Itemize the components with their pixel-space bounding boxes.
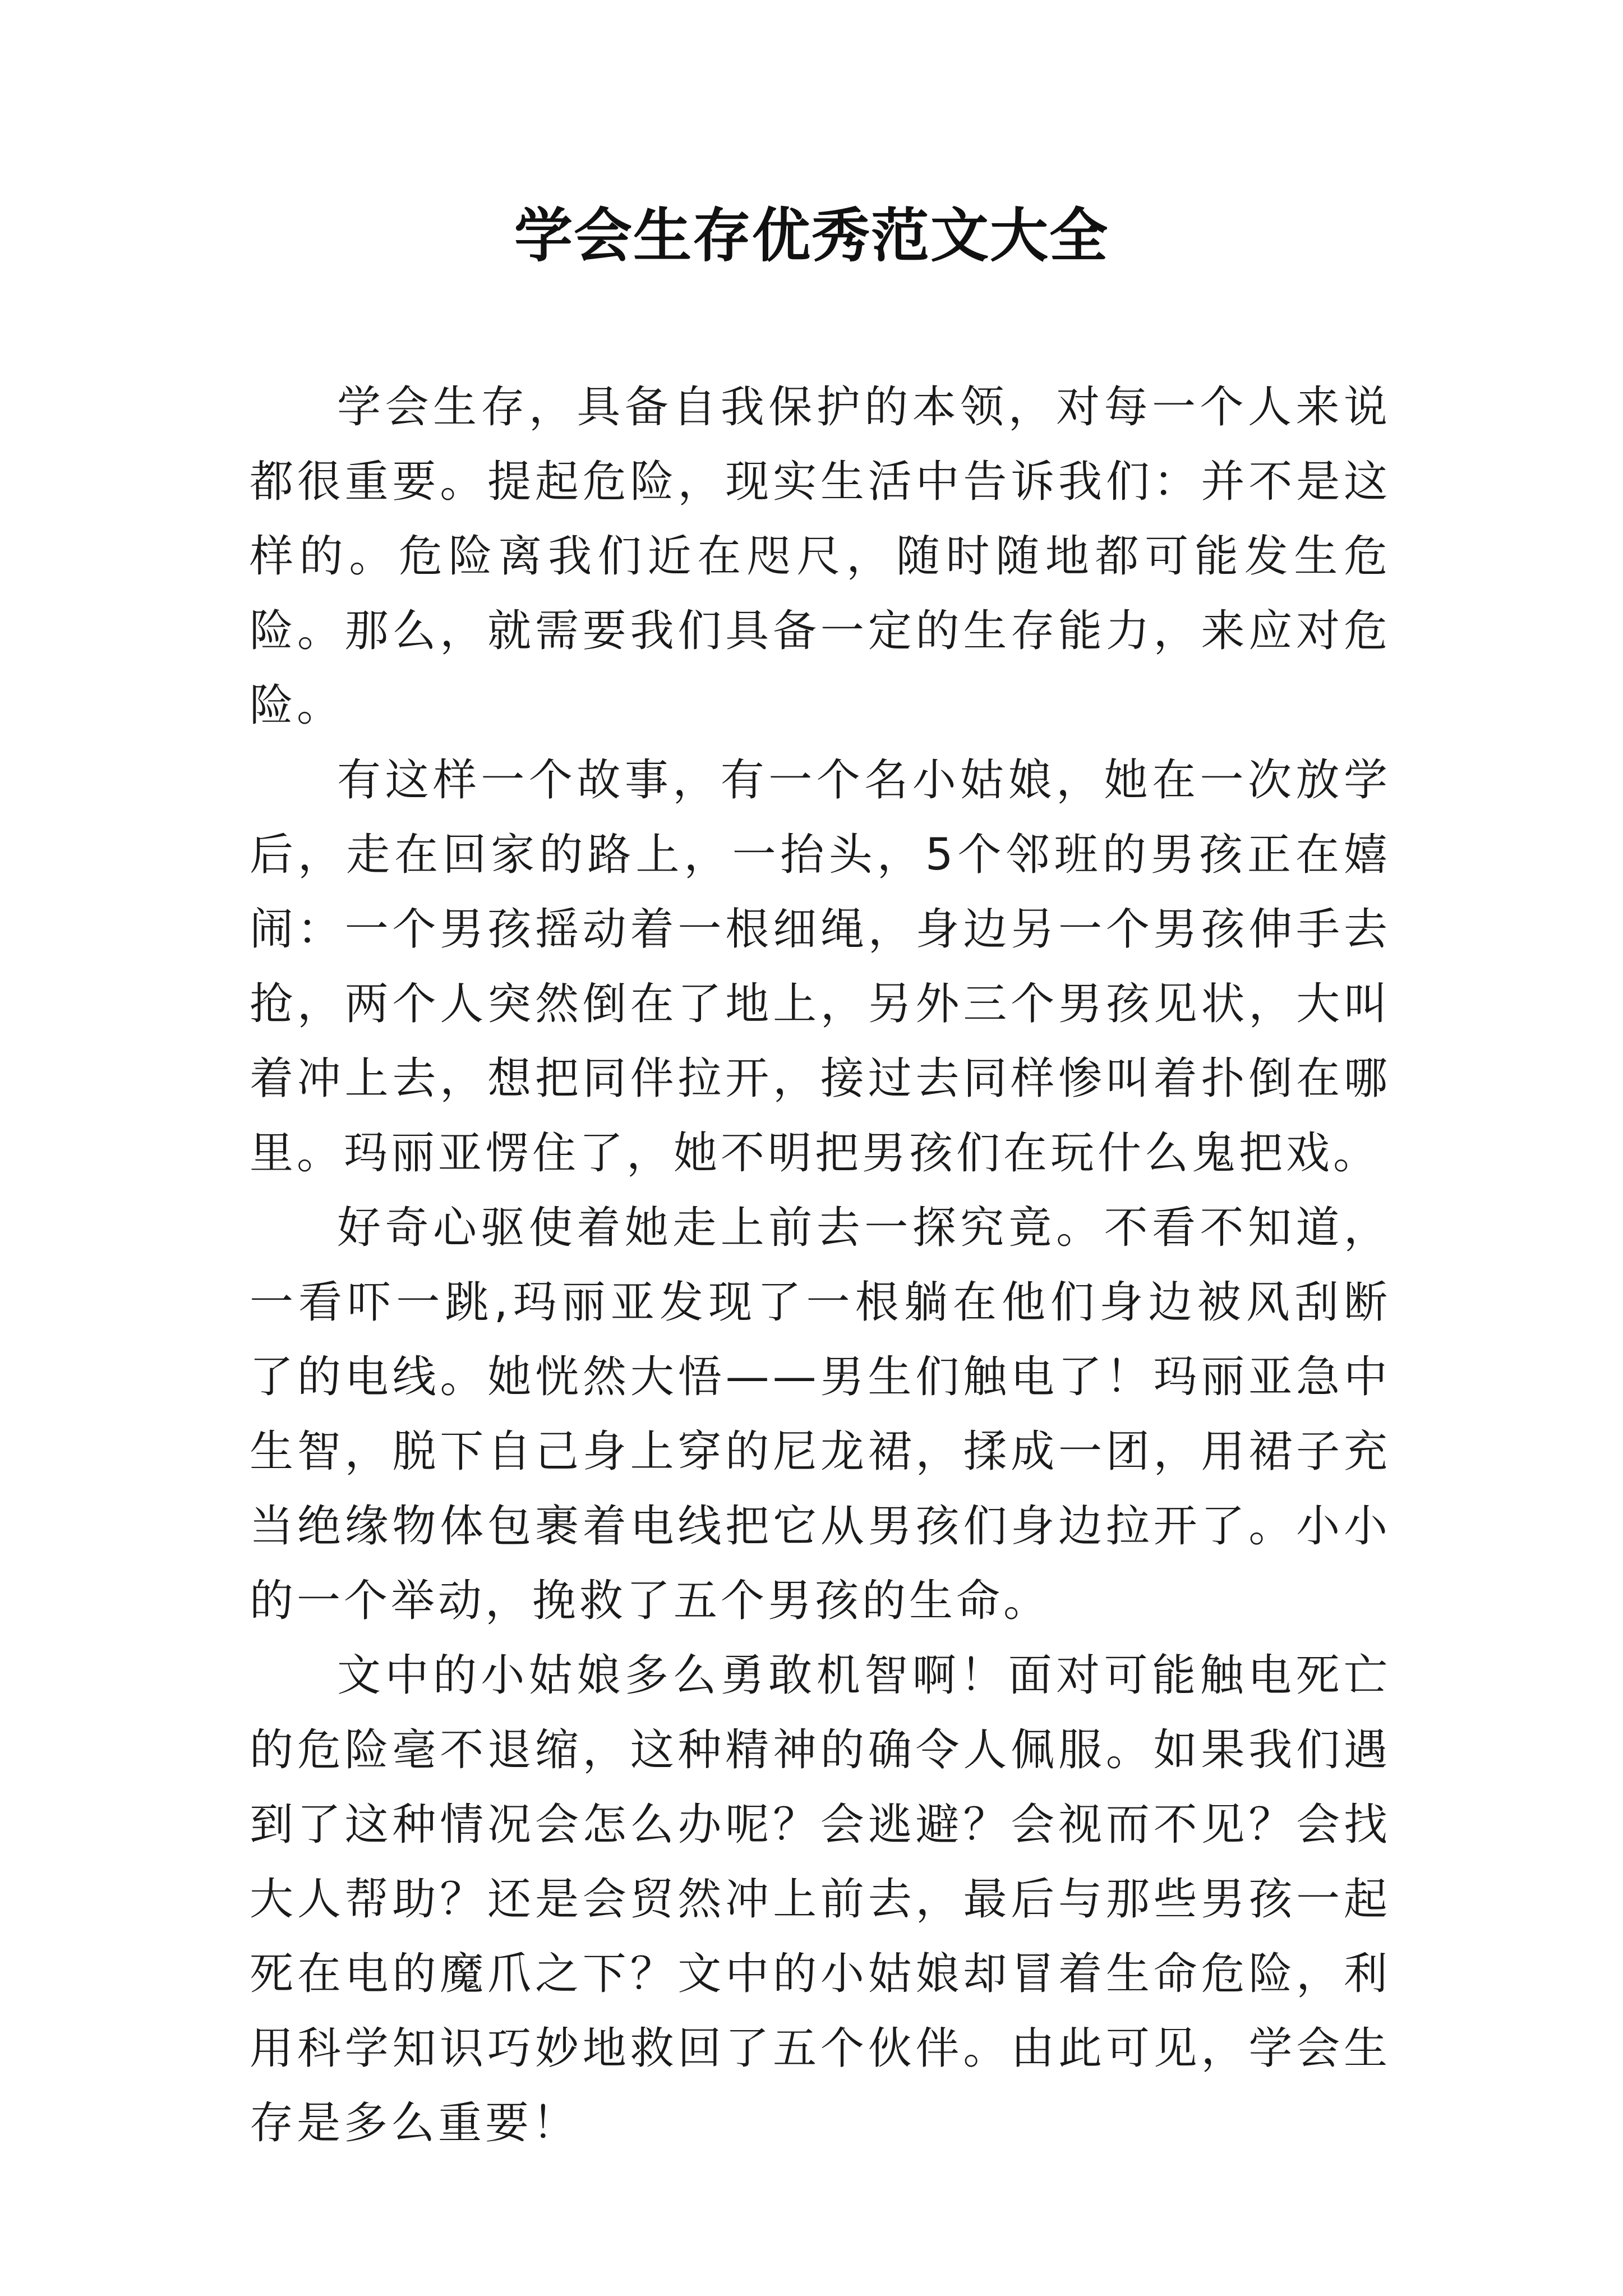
paragraph: 好奇心驱使着她走上前去一探究竟。不看不知道，一看吓一跳,玛丽亚发现了一根躺在他们身边被风刮断了的电线。她恍然大悟——男生们触电了！玛丽亚急中生智，脱下自己身上穿的尼龙裙，揉成一团，用裙子充当绝缘物体包裹着电线把它从男孩们身边拉开了。小小的一个举动，挽救了五个男孩的生命。 (250, 1203, 1391, 1626)
document-title: 学会生存优秀范文大全 (514, 201, 1109, 270)
paragraph: 文中的小姑娘多么勇敢机智啊！面对可能触电死亡的危险毫不退缩，这种精神的确令人佩服。如果我们遇到了这种情况会怎么办呢？会逃避？会视而不见？会找大人帮助？还是会贸然冲上前去，最后与那些男孩一起死在电的魔爪之下？文中的小姑娘却冒着生命危险，利用科学知识巧妙地救回了五个伙伴。由此可见，学会生存是多么重要！ (250, 1650, 1391, 2148)
document-body (250, 370, 1391, 2161)
paragraph: 有这样一个故事，有一个名小姑娘，她在一次放学后，走在回家的路上，一抬头，5个邻班的男孩正在嬉闹：一个男孩摇动着一根细绳，身边另一个男孩伸手去抢，两个人突然倒在了地上，另外三个男孩见状，大叫着冲上去，想把同伴拉开，接过去同样惨叫着扑倒在哪里。玛丽亚愣住了，她不明把男孩们在玩什么鬼把戏。 (250, 755, 1391, 1179)
paragraph: 学会生存，具备自我保护的本领，对每一个人来说都很重要。提起危险，现实生活中告诉我们：并不是这样的。危险离我们近在咫尺，随时随地都可能发生危险。那么，就需要我们具备一定的生存能力，来应对危险。 (250, 382, 1391, 731)
